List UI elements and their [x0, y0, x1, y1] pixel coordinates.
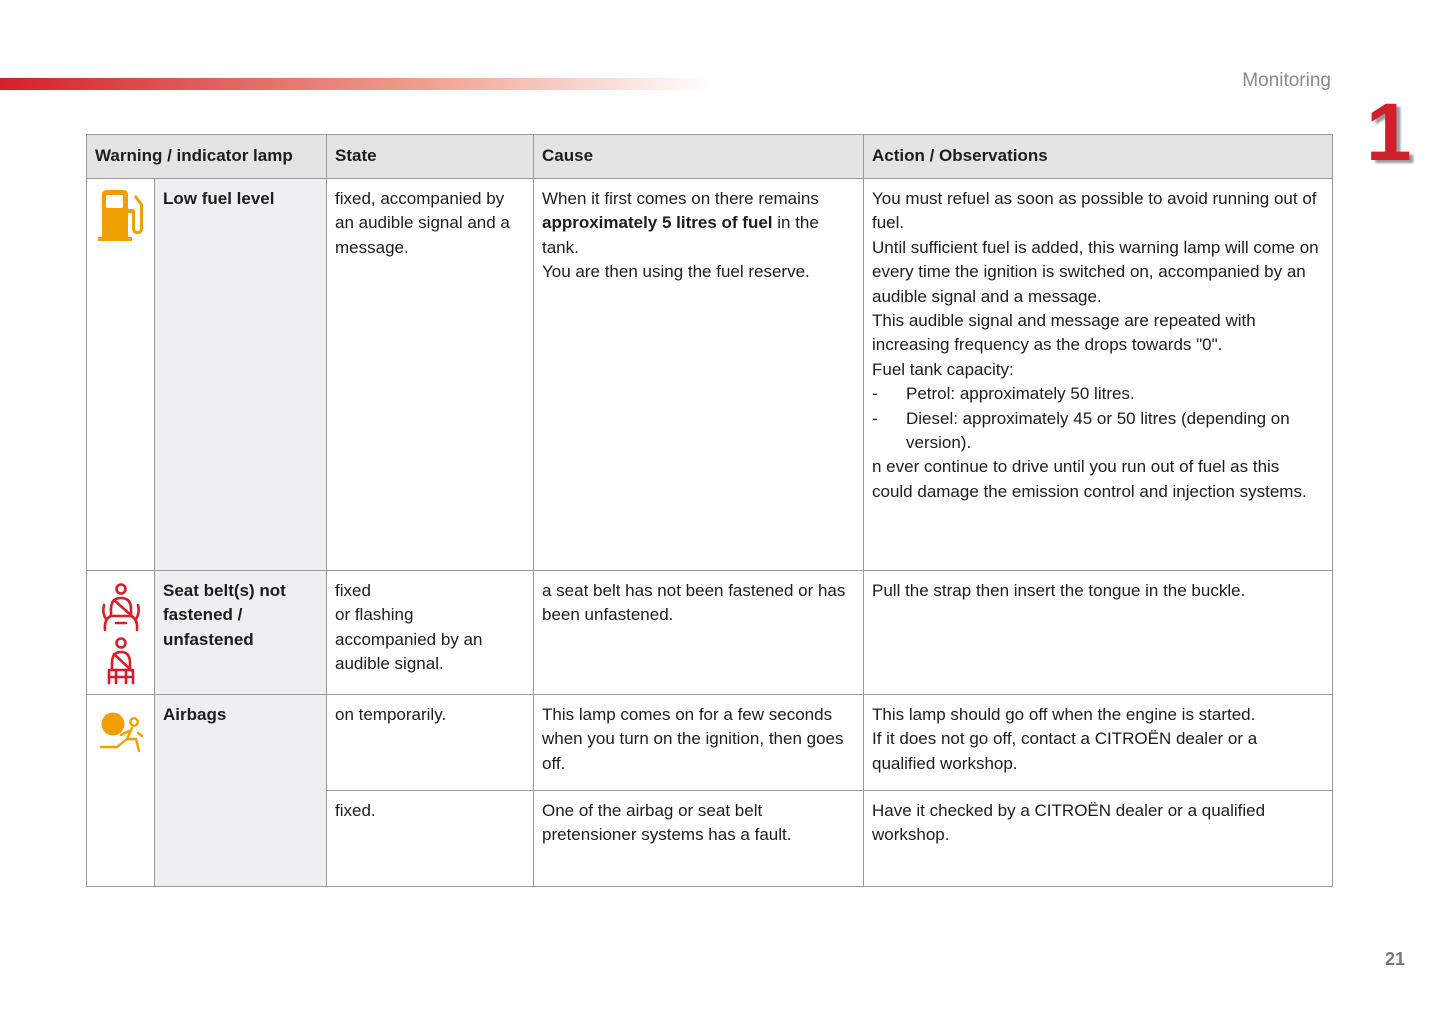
header-warning-lamp: Warning / indicator lamp [87, 135, 327, 179]
airbags-action-1-l2: If it does not go off, contact a CITROËN dealer or a qualified workshop. [872, 729, 1258, 773]
chapter-number: 1 [1366, 87, 1412, 178]
low-fuel-action-p2: Until sufficient fuel is added, this warning lamp will come on every time the ignition is switched on, accompanied by an audible signal and a message. [872, 237, 1319, 306]
airbags-state-2: fixed. [327, 791, 534, 887]
seat-belt-action: Pull the strap then insert the tongue in the buckle. [864, 571, 1333, 695]
page-number: 21 [1384, 949, 1405, 969]
seat-belt-cause: a seat belt has not been fastened or has been unfastened. [534, 571, 864, 695]
low-fuel-cause-text-end: in the tank. [542, 213, 819, 257]
low-fuel-list-item-petrol [872, 382, 1324, 406]
header-accent-bar [0, 78, 710, 90]
airbags-action-2: Have it checked by a CITROËN dealer or a qualified workshop. [864, 791, 1333, 887]
list-dash: - [872, 384, 878, 404]
seat-belt-state-l2: or flashing [335, 605, 414, 625]
seat-belt-name: Seat belt(s) not fastened / unfastened [155, 571, 327, 695]
airbags-state-1: on temporarily. [327, 695, 534, 791]
warning-lamps-table [86, 134, 1333, 887]
airbags-cause-2: One of the airbag or seat belt pretensioner systems has a fault. [534, 791, 864, 887]
low-fuel-icon-cell [87, 179, 155, 571]
seat-belt-state [327, 571, 534, 695]
list-dash: - [872, 408, 878, 428]
low-fuel-list-item-diesel [872, 407, 1324, 456]
airbag-icon-cell [87, 695, 155, 887]
low-fuel-action-p1: You must refuel as soon as possible to avoid running out of fuel. [872, 189, 1317, 233]
airbags-action-1 [864, 695, 1333, 791]
seat-belt-state-l1: fixed [335, 581, 371, 600]
low-fuel-cause-line2: You are then using the fuel reserve. [542, 262, 810, 282]
table-row-airbags [87, 695, 1333, 791]
list-item-text: Diesel: approximately 45 or 50 litres (depending on version). [906, 408, 1290, 453]
airbag-icon [98, 711, 144, 753]
low-fuel-action [864, 179, 1333, 571]
low-fuel-action-p5: n ever continue to drive until you run out of fuel as this could damage the emission control and injection systems. [872, 457, 1307, 501]
seat-belt-icon-cell [87, 571, 155, 695]
header-action: Action / Observations [864, 135, 1333, 179]
table-row-seat-belt [87, 571, 1333, 695]
header-cause: Cause [534, 135, 864, 179]
low-fuel-cause [534, 179, 864, 571]
airbags-name: Airbags [155, 695, 327, 887]
section-title: Monitoring [1242, 70, 1331, 91]
fuel-pump-icon [96, 187, 146, 243]
table-row-low-fuel [87, 179, 1333, 571]
seat-belt-rear-icon [103, 637, 139, 685]
seat-belt-state-l3: accompanied by an audible signal. [335, 629, 483, 674]
low-fuel-state: fixed, accompanied by an audible signal and a message. [327, 179, 534, 571]
table-header-row [87, 135, 1333, 179]
low-fuel-action-p3: This audible signal and message are repeated with increasing frequency as the drops towards "0". [872, 311, 1256, 355]
low-fuel-action-p4: Fuel tank capacity: [872, 359, 1014, 379]
airbags-cause-1: This lamp comes on for a few seconds when you turn on the ignition, then goes off. [534, 695, 864, 791]
list-item-text: Petrol: approximately 50 litres. [906, 384, 1135, 404]
low-fuel-name: Low fuel level [155, 179, 327, 571]
low-fuel-cause-text: When it first comes on there remains [542, 189, 819, 208]
airbags-action-1-l1: This lamp should go off when the engine is started. [872, 705, 1256, 724]
header-state: State [327, 135, 534, 179]
low-fuel-cause-bold: approximately 5 litres of fuel [542, 213, 773, 233]
seat-belt-front-icon [100, 583, 142, 633]
